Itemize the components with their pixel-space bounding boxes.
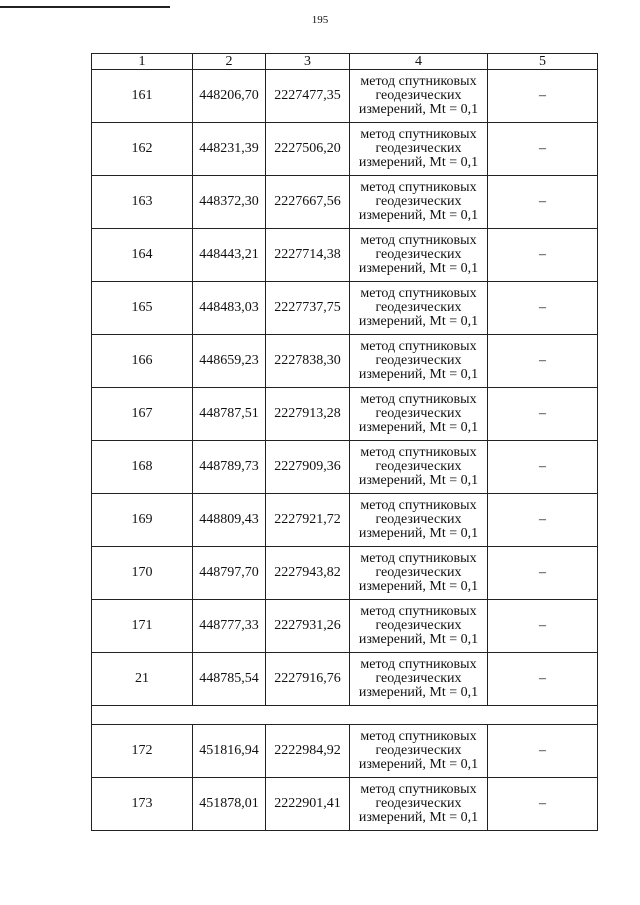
y-coordinate-cell: 2227931,26	[266, 600, 350, 653]
y-coordinate-cell: 2227714,38	[266, 229, 350, 282]
note-cell: –	[488, 441, 598, 494]
x-coordinate-cell: 448787,51	[193, 388, 266, 441]
method-line: измерений, Mt = 0,1	[358, 526, 479, 541]
note-cell: –	[488, 388, 598, 441]
x-coordinate-cell: 448777,33	[193, 600, 266, 653]
method-line: геодезических	[375, 743, 462, 758]
method-cell	[350, 725, 488, 778]
method-line: измерений, Mt = 0,1	[358, 420, 479, 435]
note-cell: –	[488, 176, 598, 229]
table-row	[92, 388, 598, 441]
method-line: измерений, Mt = 0,1	[358, 314, 479, 329]
y-coordinate-cell: 2227921,72	[266, 494, 350, 547]
method-line: метод спутниковых	[360, 657, 477, 672]
method-line: геодезических	[375, 141, 462, 156]
method-line: метод спутниковых	[360, 233, 477, 248]
y-coordinate-cell: 2227737,75	[266, 282, 350, 335]
method-cell	[350, 335, 488, 388]
y-coordinate-cell: 2227838,30	[266, 335, 350, 388]
y-coordinate-cell: 2227943,82	[266, 547, 350, 600]
method-line: метод спутниковых	[360, 729, 477, 744]
note-cell: –	[488, 547, 598, 600]
table-row	[92, 70, 598, 123]
method-line: метод спутниковых	[360, 604, 477, 619]
method-line: метод спутниковых	[360, 339, 477, 354]
method-cell	[350, 600, 488, 653]
method-cell	[350, 123, 488, 176]
x-coordinate-cell: 448659,23	[193, 335, 266, 388]
note-cell: –	[488, 494, 598, 547]
method-cell	[350, 778, 488, 831]
note-cell: –	[488, 123, 598, 176]
note-cell: –	[488, 725, 598, 778]
method-line: измерений, Mt = 0,1	[358, 367, 479, 382]
method-line: метод спутниковых	[360, 498, 477, 513]
point-cell: 168	[92, 441, 193, 494]
method-line: геодезических	[375, 512, 462, 527]
table-row	[92, 778, 598, 831]
header-row	[92, 54, 598, 70]
column-header: 1	[92, 54, 193, 70]
y-coordinate-cell: 2227477,35	[266, 70, 350, 123]
method-line: геодезических	[375, 194, 462, 209]
point-cell: 166	[92, 335, 193, 388]
note-cell: –	[488, 600, 598, 653]
point-cell: 164	[92, 229, 193, 282]
method-line: измерений, Mt = 0,1	[358, 685, 479, 700]
column-header: 3	[266, 54, 350, 70]
group-separator-row	[92, 706, 598, 725]
method-line: измерений, Mt = 0,1	[358, 155, 479, 170]
method-line: метод спутниковых	[360, 551, 477, 566]
method-line: измерений, Mt = 0,1	[358, 261, 479, 276]
x-coordinate-cell: 448231,39	[193, 123, 266, 176]
y-coordinate-cell: 2227916,76	[266, 653, 350, 706]
method-line: геодезических	[375, 671, 462, 686]
method-line: геодезических	[375, 618, 462, 633]
method-line: измерений, Mt = 0,1	[358, 757, 479, 772]
method-line: геодезических	[375, 247, 462, 262]
method-cell	[350, 494, 488, 547]
method-line: метод спутниковых	[360, 127, 477, 142]
table-row	[92, 229, 598, 282]
point-cell: 171	[92, 600, 193, 653]
note-cell: –	[488, 778, 598, 831]
page-number: 195	[311, 14, 329, 26]
note-cell: –	[488, 653, 598, 706]
y-coordinate-cell: 2222984,92	[266, 725, 350, 778]
x-coordinate-cell: 448809,43	[193, 494, 266, 547]
method-cell	[350, 388, 488, 441]
method-cell	[350, 653, 488, 706]
x-coordinate-cell: 448206,70	[193, 70, 266, 123]
method-cell	[350, 282, 488, 335]
table-row	[92, 282, 598, 335]
table-row	[92, 123, 598, 176]
x-coordinate-cell: 448372,30	[193, 176, 266, 229]
method-cell	[350, 441, 488, 494]
x-coordinate-cell: 448483,03	[193, 282, 266, 335]
method-line: метод спутниковых	[360, 445, 477, 460]
method-cell	[350, 229, 488, 282]
note-cell: –	[488, 335, 598, 388]
method-line: измерений, Mt = 0,1	[358, 102, 479, 117]
x-coordinate-cell: 451878,01	[193, 778, 266, 831]
group-separator-cell	[92, 706, 598, 725]
note-cell: –	[488, 282, 598, 335]
point-cell: 172	[92, 725, 193, 778]
point-cell: 163	[92, 176, 193, 229]
point-cell: 162	[92, 123, 193, 176]
note-cell: –	[488, 70, 598, 123]
table-row	[92, 600, 598, 653]
table-row	[92, 176, 598, 229]
point-cell: 170	[92, 547, 193, 600]
point-cell: 165	[92, 282, 193, 335]
point-cell: 167	[92, 388, 193, 441]
x-coordinate-cell: 448797,70	[193, 547, 266, 600]
method-line: геодезических	[375, 353, 462, 368]
y-coordinate-cell: 2222901,41	[266, 778, 350, 831]
method-cell	[350, 547, 488, 600]
method-cell	[350, 176, 488, 229]
method-line: метод спутниковых	[360, 392, 477, 407]
method-line: метод спутниковых	[360, 782, 477, 797]
table-row	[92, 335, 598, 388]
table-row	[92, 441, 598, 494]
table-row	[92, 653, 598, 706]
point-cell: 173	[92, 778, 193, 831]
method-line: геодезических	[375, 565, 462, 580]
method-cell	[350, 70, 488, 123]
method-line: геодезических	[375, 300, 462, 315]
column-header: 2	[193, 54, 266, 70]
point-cell: 169	[92, 494, 193, 547]
method-line: измерений, Mt = 0,1	[358, 632, 479, 647]
method-line: метод спутниковых	[360, 180, 477, 195]
method-line: метод спутниковых	[360, 74, 477, 89]
method-line: измерений, Mt = 0,1	[358, 579, 479, 594]
table-row	[92, 725, 598, 778]
method-line: геодезических	[375, 796, 462, 811]
method-line: измерений, Mt = 0,1	[358, 810, 479, 825]
method-line: измерений, Mt = 0,1	[358, 473, 479, 488]
x-coordinate-cell: 448785,54	[193, 653, 266, 706]
y-coordinate-cell: 2227506,20	[266, 123, 350, 176]
point-cell: 21	[92, 653, 193, 706]
method-line: геодезических	[375, 406, 462, 421]
x-coordinate-cell: 448789,73	[193, 441, 266, 494]
y-coordinate-cell: 2227909,36	[266, 441, 350, 494]
table-row	[92, 547, 598, 600]
coordinates-table	[91, 53, 598, 831]
point-cell: 161	[92, 70, 193, 123]
table-row	[92, 494, 598, 547]
x-coordinate-cell: 451816,94	[193, 725, 266, 778]
method-line: метод спутниковых	[360, 286, 477, 301]
y-coordinate-cell: 2227913,28	[266, 388, 350, 441]
method-line: измерений, Mt = 0,1	[358, 208, 479, 223]
note-cell: –	[488, 229, 598, 282]
method-line: геодезических	[375, 88, 462, 103]
column-header: 4	[350, 54, 488, 70]
x-coordinate-cell: 448443,21	[193, 229, 266, 282]
y-coordinate-cell: 2227667,56	[266, 176, 350, 229]
method-line: геодезических	[375, 459, 462, 474]
top-left-rule	[0, 6, 170, 8]
column-header: 5	[488, 54, 598, 70]
